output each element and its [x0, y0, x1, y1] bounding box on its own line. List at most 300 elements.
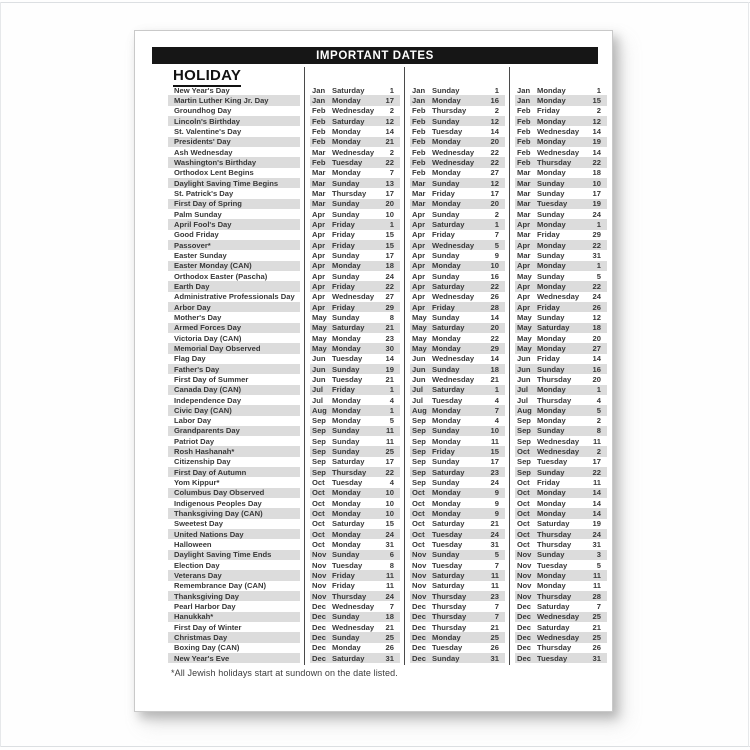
- month-abbrev: Jan: [312, 85, 326, 95]
- table-row: [168, 539, 607, 549]
- month-abbrev: Mar: [312, 147, 326, 157]
- holiday-date-cell: [310, 643, 400, 653]
- holiday-date-cell: [310, 385, 400, 395]
- month-abbrev: Feb: [517, 126, 531, 136]
- month-abbrev: May: [517, 312, 532, 322]
- holiday-name: Easter Monday (CAN): [168, 261, 300, 271]
- day-number: 3: [596, 550, 601, 560]
- month-abbrev: Jan: [517, 85, 531, 95]
- month-abbrev: Apr: [312, 302, 326, 312]
- holiday-date-cell: [515, 550, 607, 560]
- day-number: 28: [490, 302, 499, 312]
- holiday-name: Boxing Day (CAN): [174, 643, 240, 653]
- weekday-name: Monday: [332, 261, 361, 271]
- holiday-name: First Day of Autumn: [168, 467, 300, 477]
- month-abbrev: Jun: [412, 374, 426, 384]
- month-abbrev: Nov: [517, 581, 532, 591]
- weekday-name: Thursday: [537, 374, 572, 384]
- day-number: 5: [494, 550, 499, 560]
- table-row: [168, 147, 607, 157]
- day-number: 14: [592, 354, 601, 364]
- table-row: [168, 199, 607, 209]
- holiday-date-cell: [515, 137, 607, 147]
- holiday-name: Orthodox Lent Begins: [174, 168, 254, 178]
- weekday-name: Monday: [332, 343, 361, 353]
- holiday-date-cell: [310, 508, 400, 518]
- holiday-date-cell: [515, 436, 607, 446]
- weekday-name: Tuesday: [537, 560, 568, 570]
- holiday-date-cell: [515, 343, 607, 353]
- month-abbrev: Dec: [412, 633, 426, 643]
- weekday-name: Thursday: [432, 622, 467, 632]
- holiday-date-cell: [515, 230, 607, 240]
- holiday-name: Daylight Saving Time Begins: [168, 178, 300, 188]
- month-abbrev: Jan: [412, 95, 426, 105]
- holiday-date-cell: [515, 323, 607, 333]
- weekday-name: Friday: [537, 478, 560, 488]
- holiday-date-cell: [515, 446, 607, 456]
- month-abbrev: Nov: [517, 560, 532, 570]
- month-abbrev: Feb: [312, 106, 326, 116]
- weekday-name: Friday: [537, 230, 560, 240]
- holiday-name: Father's Day: [168, 364, 300, 374]
- table-row: [168, 219, 607, 229]
- holiday-date-cell: [410, 250, 505, 260]
- day-number: 12: [592, 116, 601, 126]
- holiday-date-cell: [310, 302, 400, 312]
- weekday-name: Friday: [432, 230, 455, 240]
- holiday-date-cell: [410, 292, 505, 302]
- day-number: 26: [490, 643, 499, 653]
- month-abbrev: Nov: [312, 581, 327, 591]
- month-abbrev: Nov: [412, 560, 427, 570]
- day-number: 22: [490, 333, 499, 343]
- month-abbrev: Oct: [312, 488, 325, 498]
- weekday-name: Saturday: [537, 519, 570, 529]
- holiday-name: Independence Day: [174, 395, 242, 405]
- holiday-date-cell: [410, 519, 505, 529]
- day-number: 9: [494, 498, 499, 508]
- weekday-name: Monday: [537, 333, 566, 343]
- holiday-date-cell: [515, 157, 607, 167]
- weekday-name: Thursday: [537, 591, 572, 601]
- holiday-date-cell: [410, 508, 505, 518]
- month-abbrev: Mar: [312, 188, 326, 198]
- holiday-date-cell: [515, 477, 607, 487]
- holiday-date-cell: [515, 374, 607, 384]
- month-abbrev: Nov: [312, 550, 327, 560]
- holiday-date-cell: [310, 426, 400, 436]
- holiday-date-cell: [310, 354, 400, 364]
- day-number: 2: [389, 147, 394, 157]
- day-number: 15: [592, 95, 601, 105]
- day-number: 1: [389, 385, 394, 395]
- month-abbrev: Sep: [412, 467, 426, 477]
- table-row: [168, 281, 607, 291]
- weekday-name: Sunday: [432, 209, 460, 219]
- holiday-date-cell: [515, 488, 607, 498]
- holiday-date-cell: [410, 219, 505, 229]
- weekday-name: Thursday: [332, 591, 367, 601]
- weekday-name: Wednesday: [537, 612, 580, 622]
- weekday-name: Saturday: [432, 385, 465, 395]
- day-number: 29: [592, 230, 601, 240]
- month-abbrev: Apr: [412, 219, 426, 229]
- holiday-name: Memorial Day Observed: [168, 343, 300, 353]
- holiday-name: First Day of Spring: [168, 199, 300, 209]
- holiday-date-cell: [410, 178, 505, 188]
- day-number: 20: [592, 333, 601, 343]
- day-number: 2: [596, 447, 601, 457]
- month-abbrev: Jun: [517, 354, 531, 364]
- weekday-name: Saturday: [432, 467, 465, 477]
- month-abbrev: Dec: [412, 643, 426, 653]
- month-abbrev: Feb: [312, 116, 326, 126]
- month-abbrev: Apr: [517, 240, 531, 250]
- day-number: 18: [385, 261, 394, 271]
- month-abbrev: Mar: [517, 199, 531, 209]
- weekday-name: Wednesday: [432, 240, 475, 250]
- holiday-date-cell: [310, 157, 400, 167]
- holiday-name: United Nations Day: [168, 529, 300, 539]
- month-abbrev: Jan: [517, 95, 531, 105]
- table-row: [168, 426, 607, 436]
- weekday-name: Monday: [332, 95, 361, 105]
- holiday-date-cell: [515, 261, 607, 271]
- day-number: 11: [592, 581, 601, 591]
- month-abbrev: Apr: [517, 261, 531, 271]
- month-abbrev: Sep: [517, 426, 531, 436]
- holiday-date-cell: [515, 508, 607, 518]
- weekday-name: Sunday: [432, 457, 460, 467]
- holiday-date-cell: [515, 292, 607, 302]
- holiday-date-cell: [515, 281, 607, 291]
- day-number: 1: [494, 85, 499, 95]
- weekday-name: Wednesday: [537, 447, 580, 457]
- day-number: 10: [385, 509, 394, 519]
- holiday-name: Flag Day: [174, 354, 206, 364]
- day-number: 15: [385, 230, 394, 240]
- day-number: 2: [389, 106, 394, 116]
- day-number: 5: [596, 405, 601, 415]
- day-number: 17: [490, 457, 499, 467]
- weekday-name: Saturday: [332, 323, 365, 333]
- month-abbrev: May: [312, 333, 327, 343]
- holiday-date-cell: [410, 653, 505, 663]
- weekday-name: Thursday: [537, 157, 572, 167]
- month-abbrev: Apr: [517, 302, 531, 312]
- weekday-name: Sunday: [432, 178, 460, 188]
- day-number: 14: [592, 147, 601, 157]
- holiday-date-cell: [515, 591, 607, 601]
- weekday-name: Monday: [332, 416, 361, 426]
- holiday-date-cell: [410, 591, 505, 601]
- month-abbrev: Mar: [517, 250, 531, 260]
- month-abbrev: Apr: [312, 292, 326, 302]
- holiday-date-cell: [515, 126, 607, 136]
- day-number: 19: [592, 137, 601, 147]
- holiday-date-cell: [410, 302, 505, 312]
- month-abbrev: Nov: [312, 560, 327, 570]
- month-abbrev: Jun: [517, 374, 531, 384]
- holiday-name: Grandparents Day: [168, 426, 300, 436]
- weekday-name: Sunday: [432, 653, 460, 663]
- important-dates-header: IMPORTANT DATES: [152, 47, 598, 64]
- table-row: [168, 416, 607, 426]
- weekday-name: Tuesday: [432, 529, 463, 539]
- day-number: 27: [592, 343, 601, 353]
- day-number: 18: [490, 364, 499, 374]
- holiday-date-cell: [310, 240, 400, 250]
- month-abbrev: Apr: [412, 230, 426, 240]
- day-number: 11: [385, 436, 394, 446]
- photo-frame-right-edge: [748, 2, 749, 747]
- month-abbrev: Nov: [412, 571, 427, 581]
- month-abbrev: Sep: [412, 426, 426, 436]
- month-abbrev: Feb: [517, 106, 531, 116]
- holiday-date-cell: [310, 550, 400, 560]
- month-abbrev: May: [312, 323, 327, 333]
- month-abbrev: May: [312, 312, 327, 322]
- weekday-name: Monday: [432, 333, 461, 343]
- weekday-name: Wednesday: [537, 126, 580, 136]
- holiday-name: Thanksgiving Day (CAN): [168, 508, 300, 518]
- day-number: 29: [385, 302, 394, 312]
- table-row: [168, 591, 607, 601]
- day-number: 12: [490, 178, 499, 188]
- day-number: 31: [490, 540, 499, 550]
- weekday-name: Sunday: [332, 199, 360, 209]
- table-row: [168, 581, 607, 591]
- month-abbrev: Oct: [312, 529, 325, 539]
- day-number: 24: [592, 292, 601, 302]
- month-abbrev: May: [412, 312, 427, 322]
- day-number: 22: [385, 157, 394, 167]
- holiday-date-cell: [410, 188, 505, 198]
- month-abbrev: Nov: [312, 571, 327, 581]
- month-abbrev: Dec: [517, 622, 531, 632]
- weekday-name: Thursday: [537, 395, 572, 405]
- day-number: 10: [385, 209, 394, 219]
- day-number: 12: [592, 312, 601, 322]
- holiday-date-cell: [515, 426, 607, 436]
- calendar-page-sheet: [134, 30, 613, 712]
- holiday-date-cell: [515, 302, 607, 312]
- weekday-name: Sunday: [332, 250, 360, 260]
- weekday-name: Thursday: [432, 612, 467, 622]
- table-row: [168, 261, 607, 271]
- month-abbrev: Nov: [412, 591, 427, 601]
- holiday-date-cell: [410, 281, 505, 291]
- month-abbrev: Sep: [312, 436, 326, 446]
- holiday-date-cell: [310, 570, 400, 580]
- weekday-name: Sunday: [537, 426, 565, 436]
- holiday-date-cell: [515, 395, 607, 405]
- holiday-date-cell: [410, 95, 505, 105]
- jewish-holidays-footnote: *All Jewish holidays start at sundown on the date listed.: [171, 668, 398, 678]
- weekday-name: Sunday: [432, 250, 460, 260]
- day-number: 21: [490, 374, 499, 384]
- day-number: 9: [494, 509, 499, 519]
- weekday-name: Tuesday: [332, 354, 363, 364]
- holiday-date-cell: [310, 622, 400, 632]
- day-number: 14: [385, 354, 394, 364]
- weekday-name: Wednesday: [332, 622, 375, 632]
- holiday-date-cell: [410, 612, 505, 622]
- weekday-name: Sunday: [537, 364, 565, 374]
- holiday-name: Election Day: [174, 560, 220, 570]
- month-abbrev: May: [412, 323, 427, 333]
- holiday-date-cell: [515, 612, 607, 622]
- month-abbrev: Dec: [517, 612, 531, 622]
- month-abbrev: Oct: [517, 519, 530, 529]
- table-row: [168, 157, 607, 167]
- table-row: [168, 271, 607, 281]
- holiday-date-cell: [515, 560, 607, 570]
- month-abbrev: May: [517, 271, 532, 281]
- holiday-date-cell: [410, 601, 505, 611]
- weekday-name: Tuesday: [537, 457, 568, 467]
- weekday-name: Saturday: [332, 85, 365, 95]
- weekday-name: Thursday: [332, 188, 367, 198]
- month-abbrev: Sep: [412, 478, 426, 488]
- month-abbrev: Aug: [412, 405, 427, 415]
- day-number: 2: [494, 106, 499, 116]
- holiday-date-cell: [410, 240, 505, 250]
- holiday-date-cell: [410, 230, 505, 240]
- weekday-name: Monday: [332, 405, 361, 415]
- holiday-name: Christmas Day: [168, 632, 300, 642]
- day-number: 20: [490, 199, 499, 209]
- weekday-name: Tuesday: [432, 643, 463, 653]
- month-abbrev: Mar: [517, 178, 531, 188]
- holiday-date-cell: [515, 168, 607, 178]
- month-abbrev: May: [517, 343, 532, 353]
- holiday-date-cell: [310, 457, 400, 467]
- weekday-name: Friday: [537, 302, 560, 312]
- day-number: 21: [385, 323, 394, 333]
- holiday-date-cell: [410, 560, 505, 570]
- holiday-name: Good Friday: [174, 230, 219, 240]
- holiday-name: Citizenship Day: [174, 457, 231, 467]
- weekday-name: Monday: [537, 488, 566, 498]
- table-row: [168, 374, 607, 384]
- month-abbrev: Oct: [312, 498, 325, 508]
- weekday-name: Sunday: [432, 364, 460, 374]
- weekday-name: Saturday: [432, 323, 465, 333]
- holiday-date-cell: [515, 364, 607, 374]
- month-abbrev: Feb: [412, 157, 426, 167]
- day-number: 7: [494, 405, 499, 415]
- month-abbrev: Sep: [312, 457, 326, 467]
- holiday-date-cell: [310, 601, 400, 611]
- month-abbrev: Apr: [412, 271, 426, 281]
- holiday-date-cell: [410, 457, 505, 467]
- table-row: [168, 168, 607, 178]
- weekday-name: Thursday: [537, 540, 572, 550]
- holiday-name: Daylight Saving Time Ends: [168, 550, 300, 560]
- table-row: [168, 612, 607, 622]
- weekday-name: Sunday: [432, 478, 460, 488]
- holiday-date-cell: [310, 467, 400, 477]
- holiday-date-cell: [515, 405, 607, 415]
- table-row: [168, 477, 607, 487]
- day-number: 25: [490, 633, 499, 643]
- day-number: 22: [490, 157, 499, 167]
- holiday-date-cell: [310, 632, 400, 642]
- weekday-name: Sunday: [432, 312, 460, 322]
- month-abbrev: May: [412, 343, 427, 353]
- weekday-name: Tuesday: [537, 653, 568, 663]
- table-row: [168, 395, 607, 405]
- weekday-name: Sunday: [332, 271, 360, 281]
- holiday-date-cell: [310, 261, 400, 271]
- day-number: 2: [596, 416, 601, 426]
- day-number: 8: [596, 426, 601, 436]
- weekday-name: Monday: [332, 395, 361, 405]
- day-number: 11: [385, 426, 394, 436]
- holiday-date-cell: [310, 498, 400, 508]
- weekday-name: Wednesday: [332, 292, 375, 302]
- holiday-date-cell: [410, 116, 505, 126]
- month-abbrev: Mar: [312, 178, 326, 188]
- day-number: 2: [596, 106, 601, 116]
- weekday-name: Wednesday: [432, 374, 475, 384]
- month-abbrev: Feb: [412, 106, 426, 116]
- month-abbrev: Feb: [412, 168, 426, 178]
- day-number: 24: [592, 529, 601, 539]
- day-number: 5: [596, 560, 601, 570]
- day-number: 31: [385, 653, 394, 663]
- month-abbrev: Mar: [517, 230, 531, 240]
- weekday-name: Monday: [537, 509, 566, 519]
- holiday-date-cell: [310, 612, 400, 622]
- month-abbrev: Sep: [517, 457, 531, 467]
- table-row: [168, 85, 607, 95]
- month-abbrev: Sep: [412, 457, 426, 467]
- table-row: [168, 436, 607, 446]
- holiday-date-cell: [515, 106, 607, 116]
- day-number: 1: [389, 85, 394, 95]
- holiday-name: Columbus Day Observed: [168, 488, 300, 498]
- day-number: 7: [596, 602, 601, 612]
- holiday-date-cell: [310, 178, 400, 188]
- day-number: 26: [490, 292, 499, 302]
- day-number: 14: [592, 509, 601, 519]
- weekday-name: Friday: [432, 188, 455, 198]
- holiday-date-cell: [515, 147, 607, 157]
- month-abbrev: May: [412, 333, 427, 343]
- holiday-name: Easter Sunday: [174, 250, 227, 260]
- holiday-table-body: [168, 85, 607, 663]
- weekday-name: Monday: [432, 509, 461, 519]
- table-row: [168, 312, 607, 322]
- month-abbrev: Jul: [517, 385, 528, 395]
- day-number: 15: [385, 519, 394, 529]
- weekday-name: Sunday: [432, 116, 460, 126]
- holiday-name: April Fool's Day: [168, 219, 300, 229]
- weekday-name: Thursday: [537, 643, 572, 653]
- holiday-date-cell: [515, 178, 607, 188]
- holiday-date-cell: [410, 126, 505, 136]
- month-abbrev: Nov: [412, 550, 427, 560]
- month-abbrev: Nov: [412, 581, 427, 591]
- table-row: [168, 126, 607, 136]
- day-number: 1: [596, 261, 601, 271]
- table-row: [168, 570, 607, 580]
- table-row: [168, 95, 607, 105]
- holiday-name: Labor Day: [174, 416, 212, 426]
